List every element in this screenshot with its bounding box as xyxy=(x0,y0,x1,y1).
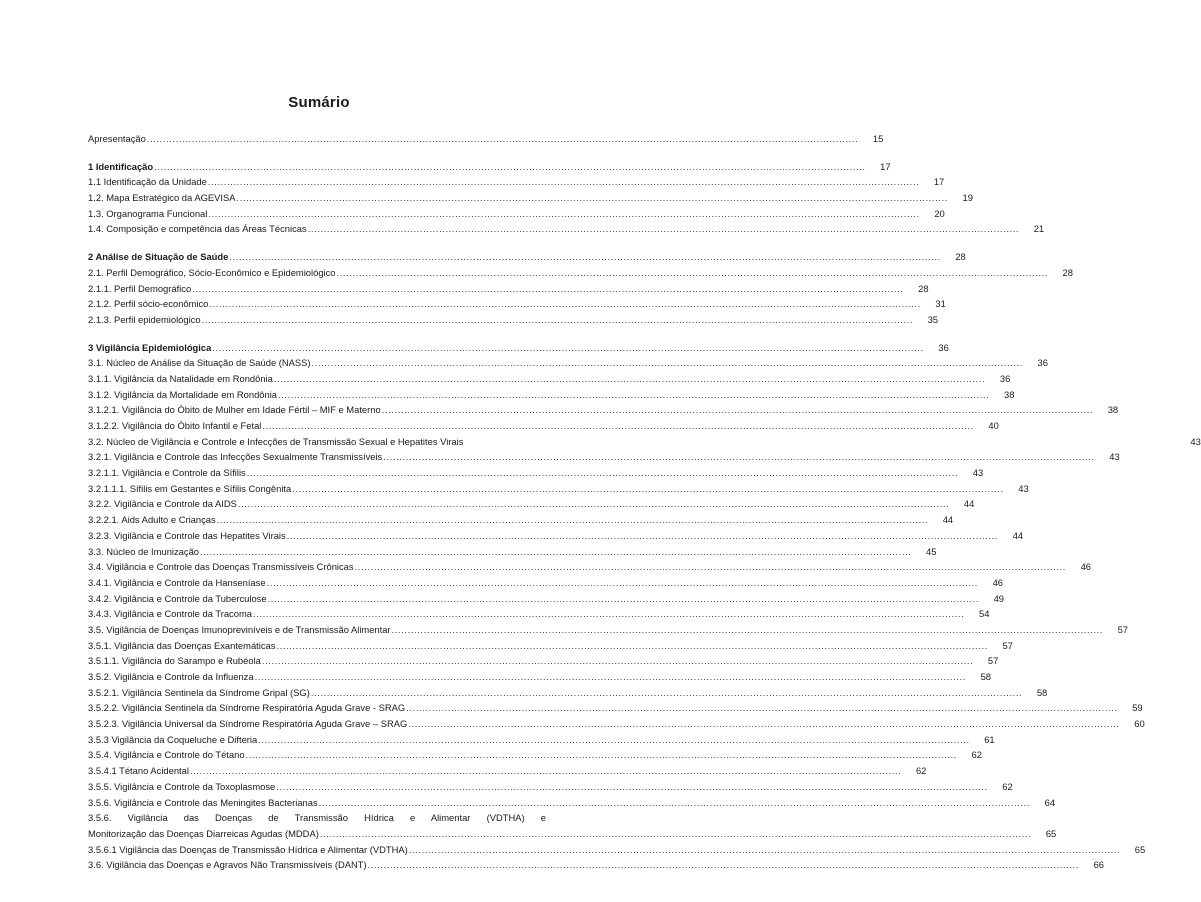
toc-entry[interactable] xyxy=(88,465,984,481)
toc-entry-label: 2.1.3. Perfil epidemiológico xyxy=(88,313,201,325)
toc-entry-page-number: 43 xyxy=(1018,482,1029,494)
dot-leader xyxy=(383,449,1094,465)
toc-entry[interactable] xyxy=(88,449,1120,465)
toc-entry[interactable] xyxy=(88,669,992,685)
toc-entry[interactable] xyxy=(88,779,1013,795)
dot-leader xyxy=(320,826,1031,842)
dot-leader xyxy=(229,249,940,265)
toc-entry-page-number: 36 xyxy=(938,341,949,353)
dot-leader xyxy=(308,221,1019,237)
page-title: Sumário xyxy=(288,94,350,111)
toc-entry-label: 3.4.2. Vigilância e Controle da Tuberculose xyxy=(88,592,267,604)
toc-entry-page-number: 43 xyxy=(1109,451,1120,463)
dot-leader xyxy=(267,575,978,591)
dot-leader xyxy=(217,512,928,528)
toc-entry-label: Apresentação xyxy=(88,133,146,144)
toc-entry[interactable] xyxy=(88,653,999,669)
toc-entry-label: 3.3. Núcleo de Imunização xyxy=(88,545,200,557)
dot-leader xyxy=(208,206,919,222)
toc-entry-page-number: 44 xyxy=(963,498,975,510)
dot-leader xyxy=(311,685,1022,701)
toc-entry-label: 1.1 Identificação da Unidade xyxy=(88,176,207,188)
dot-leader xyxy=(246,747,957,763)
toc-entry-label: 3.5.6.1 Vigilância das Doenças de Transmissão Hídrica e Alimentar (VDTHA) xyxy=(88,843,408,855)
dot-leader xyxy=(262,418,973,434)
toc-entry-label: 3.1. Núcleo de Análise da Situação de Saúde (NASS) xyxy=(88,357,311,369)
toc-entry-label: 3.2.1. Vigilância e Controle das Infecções Sexualmente Transmissíveis xyxy=(88,451,383,463)
toc-entry[interactable] xyxy=(88,190,973,206)
dot-leader xyxy=(312,355,1023,371)
dot-leader xyxy=(238,496,949,512)
toc-entry-page-number: 17 xyxy=(880,160,891,172)
toc-entry-label: 3.2.3. Vigilância e Controle das Hepatites Virais xyxy=(88,529,286,541)
dot-leader xyxy=(258,732,969,748)
toc-entry-label: 3.1.1. Vigilância da Natalidade em Rondônia xyxy=(88,372,273,384)
dot-leader xyxy=(409,842,1120,858)
toc-entry[interactable] xyxy=(88,265,1073,281)
dot-leader xyxy=(406,700,1117,716)
dot-leader xyxy=(368,857,1079,873)
dot-leader xyxy=(200,544,911,560)
toc-entry[interactable] xyxy=(88,174,945,190)
toc-entry-page-number: 40 xyxy=(988,420,999,431)
toc-entry-label: 3.1.2.2. Vigilância do Óbito Infantil e Fetal xyxy=(88,420,262,431)
toc-entry-page-number: 36 xyxy=(999,372,1011,384)
toc-entry-page-number: 65 xyxy=(1045,827,1057,839)
toc-entry-label: 3.4.3. Vigilância e Controle da Tracoma xyxy=(88,608,252,620)
toc-entry[interactable] xyxy=(88,606,990,622)
dot-leader xyxy=(255,669,966,685)
toc-entry-page-number: 54 xyxy=(978,608,990,620)
section-gap xyxy=(88,237,546,249)
toc-entry[interactable] xyxy=(88,716,1145,732)
toc-entry[interactable] xyxy=(88,512,954,528)
dot-leader xyxy=(147,131,858,147)
toc-entry-label: 2.1.1. Perfil Demográfico xyxy=(88,282,192,294)
dot-leader xyxy=(276,779,987,795)
dot-leader xyxy=(202,312,913,328)
dot-leader xyxy=(209,296,920,312)
toc-entry[interactable] xyxy=(88,544,937,560)
toc-entry[interactable] xyxy=(88,685,1048,701)
toc-entry-page-number: 66 xyxy=(1093,859,1105,871)
dot-leader xyxy=(276,638,987,654)
toc-entry-page-number: 60 xyxy=(1134,718,1145,730)
dot-leader xyxy=(274,371,985,387)
toc-entry-page-number: 38 xyxy=(1107,404,1119,416)
toc-entry-page-number: 44 xyxy=(1012,529,1024,541)
toc-entry-page-number: 21 xyxy=(1033,223,1045,235)
toc-entry[interactable] xyxy=(88,481,1029,497)
toc-entry-label: 2.1. Perfil Demográfico, Sócio-Econômico e Epidemiológico xyxy=(88,266,336,278)
toc-entry[interactable] xyxy=(88,826,1057,842)
toc-entry-label: 3.5.2. Vigilância e Controle da Influenza xyxy=(88,671,254,682)
toc-entry-label: 3.5.3 Vigilância da Coqueluche e Difteria xyxy=(88,733,258,745)
toc-entry-page-number: 64 xyxy=(1044,796,1056,808)
toc-entry[interactable] xyxy=(88,763,927,779)
toc-entry-page-number: 49 xyxy=(993,592,1005,604)
dot-leader xyxy=(337,265,1048,281)
toc-entry-label: 3.2.2.1. Aids Adulto e Crianças xyxy=(88,514,216,526)
toc-entry-label: 3.5.4. Vigilância e Controle do Tétano xyxy=(88,749,245,761)
toc-entry-label: 3.2.2. Vigilância e Controle da AIDS xyxy=(88,498,237,510)
toc-entry[interactable] xyxy=(88,340,949,356)
toc-entry-page-number: 45 xyxy=(926,545,937,557)
toc-entry[interactable] xyxy=(88,312,939,328)
dot-leader xyxy=(190,763,901,779)
toc-entry[interactable] xyxy=(88,249,966,265)
dot-leader xyxy=(319,795,1030,811)
toc-entry-label: 3.5.5. Vigilância e Controle da Toxoplasmose xyxy=(88,780,276,792)
toc-entry[interactable] xyxy=(88,434,1201,450)
toc-entry-page-number: 36 xyxy=(1037,357,1048,369)
toc-entry-page-number: 28 xyxy=(955,251,966,263)
dot-leader xyxy=(278,387,989,403)
toc-entry-label: 2 Análise de Situação de Saúde xyxy=(88,251,229,263)
toc-entry-page-number: 17 xyxy=(933,176,945,188)
toc-entry[interactable] xyxy=(88,575,1003,591)
toc-entry-label: 3.5.6. Vigilância e Controle das Meningites Bacterianas xyxy=(88,796,318,808)
toc-entry-page-number: 65 xyxy=(1134,843,1146,855)
toc-entry-page-number: 46 xyxy=(992,576,1003,588)
toc-entry-page-number: 57 xyxy=(1002,639,1013,651)
toc-entry[interactable] xyxy=(88,296,946,312)
toc-entry-page-number: 62 xyxy=(915,765,927,777)
toc-entry-label: 1.3. Organograma Funcional xyxy=(88,207,208,219)
toc-entry-label: 3.2.1.1. Vigilância e Controle da Sífilis xyxy=(88,467,246,479)
toc-entry-page-number: 38 xyxy=(1004,388,1015,400)
dot-leader xyxy=(247,465,958,481)
dot-leader xyxy=(262,653,973,669)
toc-entry[interactable] xyxy=(88,387,1015,403)
toc-entry-label: 2.1.2. Perfil sócio-econômico xyxy=(88,298,209,310)
toc-entry-page-number: 62 xyxy=(971,749,982,761)
toc-entry-label: 3.5.4.1 Tétano Acidental xyxy=(88,765,189,777)
toc-entry-page-number: 57 xyxy=(987,655,999,667)
toc-entry-label: Monitorização das Doenças Diarreicas Agudas (MDDA) xyxy=(88,827,319,839)
toc-entry-page-number: 44 xyxy=(942,514,954,526)
dot-leader xyxy=(208,174,919,190)
dot-leader xyxy=(355,559,1066,575)
toc-entry-label: 3 Vigilância Epidemiológica xyxy=(88,341,212,353)
toc-entry-label: 1 Identificação xyxy=(88,160,154,172)
dot-leader xyxy=(287,528,998,544)
dot-leader xyxy=(382,402,1093,418)
toc-entry-page-number: 62 xyxy=(1002,780,1013,792)
toc-entry[interactable] xyxy=(88,371,1011,387)
toc-entry-label: 3.6. Vigilância das Doenças e Agravos Não Transmissíveis (DANT) xyxy=(88,859,367,871)
toc-entry[interactable] xyxy=(88,159,891,175)
toc-entry-label: 3.2. Núcleo de Vigilância e Controle e Infecções de Transmissão Sexual e Hepatites Virais xyxy=(88,435,464,447)
toc-entry[interactable] xyxy=(88,206,945,222)
toc-entry-page-number: 46 xyxy=(1080,561,1092,573)
toc-entry-page-number: 28 xyxy=(918,282,929,294)
dot-leader xyxy=(253,606,964,622)
toc-entry-label: 3.2.1.1.1. Sífilis em Gestantes e Sífilis Congênita xyxy=(88,482,292,494)
dot-leader xyxy=(192,281,903,297)
toc-entry[interactable] xyxy=(88,795,1056,811)
toc-entry-wrapped-line[interactable]: 3.5.6. Vigilância das Doenças de Transmissão Hídrica e Alimentar (VDTHA) e xyxy=(88,812,546,824)
toc-entry-page-number: 58 xyxy=(980,671,992,682)
toc-entry-page-number: 28 xyxy=(1062,266,1073,278)
toc-entry-page-number: 19 xyxy=(962,192,973,204)
toc-entry-label: 3.4. Vigilância e Controle das Doenças Transmissíveis Crônicas xyxy=(88,561,354,573)
toc-entry-label: 3.5.2.3. Vigilância Universal da Síndrome Respiratória Aguda Grave – SRAG xyxy=(88,718,408,730)
toc-entry[interactable] xyxy=(88,747,982,763)
toc-entry-page-number: 31 xyxy=(935,298,946,310)
toc-entry-page-number: 57 xyxy=(1117,623,1129,635)
toc-entry-page-number: 59 xyxy=(1132,702,1143,714)
dot-leader xyxy=(292,481,1003,497)
toc-entry-page-number: 15 xyxy=(872,133,884,144)
toc-entry[interactable] xyxy=(88,591,1005,607)
toc-entry[interactable] xyxy=(88,418,999,434)
toc-entry[interactable] xyxy=(88,528,1024,544)
toc-entry[interactable] xyxy=(88,732,995,748)
toc-entry-label: 3.5.2.2. Vigilância Sentinela da Síndrome Respiratória Aguda Grave - SRAG xyxy=(88,702,406,714)
toc-entry-label: 3.5.1.1. Vigilância do Sarampo e Rubéola xyxy=(88,655,261,667)
toc-entry-page-number: 61 xyxy=(984,733,995,745)
toc-entry-label: 3.1.2. Vigilância da Mortalidade em Rondônia xyxy=(88,388,278,400)
toc-entry-page-number: 35 xyxy=(927,313,939,325)
toc-entry[interactable] xyxy=(88,131,884,147)
toc-entry[interactable] xyxy=(88,559,1092,575)
dot-leader xyxy=(236,190,947,206)
toc-entry-label: 3.5.2.1. Vigilância Sentinela da Síndrome Gripal (SG) xyxy=(88,686,310,698)
toc-entry-label: 3.5. Vigilância de Doenças Imunopreviníveis e de Transmissão Alimentar xyxy=(88,623,391,635)
toc-entry-page-number: 43 xyxy=(972,467,984,479)
dot-leader xyxy=(212,340,923,356)
toc-entry[interactable] xyxy=(88,622,1129,638)
toc-entry-label: 3.5.1. Vigilância das Doenças Exantemáticas xyxy=(88,639,276,651)
dot-leader xyxy=(408,716,1119,732)
toc-entry[interactable] xyxy=(88,700,1143,716)
toc-entry-page-number: 20 xyxy=(934,207,945,219)
section-gap xyxy=(88,147,546,159)
dot-leader xyxy=(268,591,979,607)
toc-entry[interactable] xyxy=(88,355,1048,371)
toc-entry[interactable] xyxy=(88,221,1045,237)
toc-entry-label: 3.1.2.1. Vigilância do Óbito de Mulher em Idade Fértil – MIF e Materno xyxy=(88,404,381,416)
section-gap xyxy=(88,328,546,340)
toc-entry-page-number: 58 xyxy=(1036,686,1048,698)
toc-entry[interactable] xyxy=(88,638,1013,654)
toc-entry[interactable] xyxy=(88,281,929,297)
toc-entry[interactable] xyxy=(88,402,1119,418)
table-of-contents xyxy=(88,131,1201,873)
dot-leader xyxy=(154,159,865,175)
toc-entry-label: 1.4. Composição e competência das Áreas Técnicas xyxy=(88,223,307,235)
toc-entry-label: 1.2. Mapa Estratégico da AGEVISA xyxy=(88,192,236,204)
toc-entry-label: 3.4.1. Vigilância e Controle da Hanseníase xyxy=(88,576,266,588)
dot-leader xyxy=(392,622,1103,638)
toc-entry[interactable] xyxy=(88,496,975,512)
toc-entry-page-number: 43 xyxy=(1190,435,1201,447)
toc-entry[interactable] xyxy=(88,857,1105,873)
toc-entry[interactable] xyxy=(88,842,1146,858)
